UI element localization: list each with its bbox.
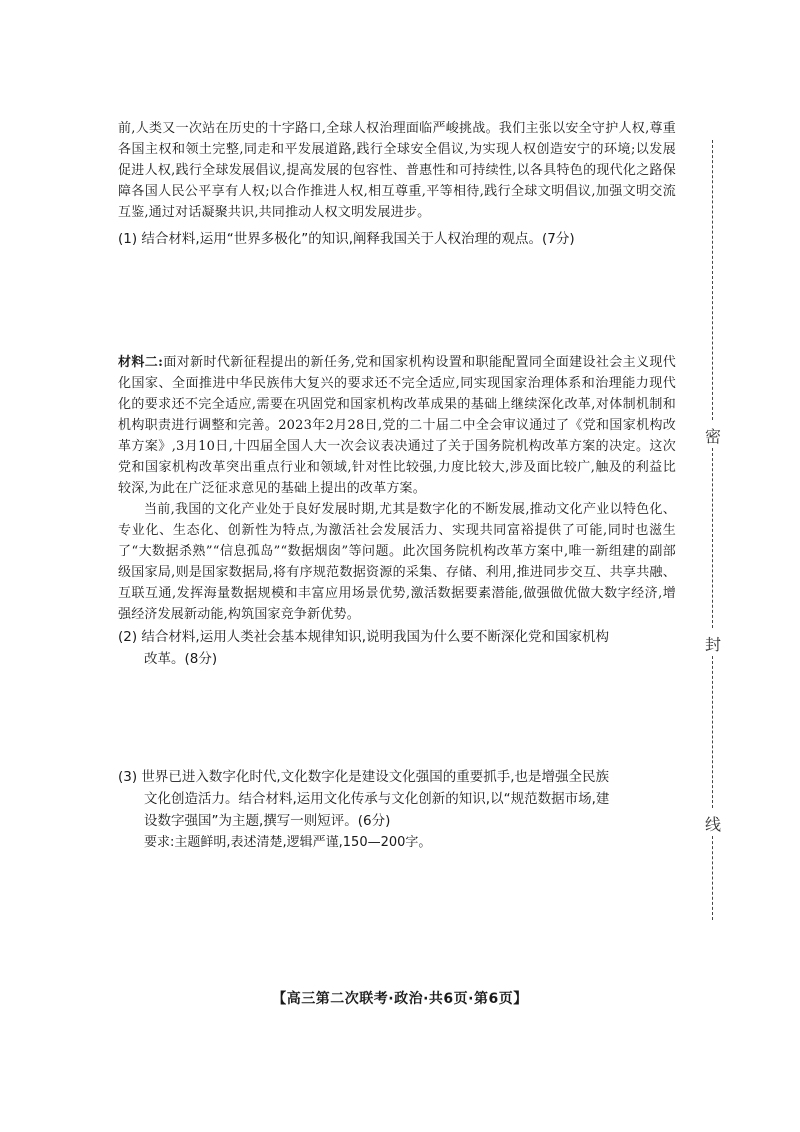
material-2-label: 材料二: [118,355,164,370]
question-3-line-1: (3) 世界已进入数字化时代,文化数字化是建设文化强国的重要抓手,也是增强全民族 [118,769,609,785]
binding-line-segment [712,140,713,420]
binding-line-segment [712,448,713,628]
material-2-paragraph-1-text: 面对新时代新征程提出的新任务,党和国家机构设置和职能配置同全面建设社会主义现代化国家、全面推进中华民族伟大复兴的要求还不完全适应,同实现国家治理体系和治理能力现代化的要求还不完全适应,需要在巩固党和国家机构改革成果的基础上继续深化改革,对体制机制和机构职责进行调整和完善。2023年2月28日,党的二十届二中全会审议通过了《党和国家机构改革方案》,3月10日,十四届全国人大一次会议表决通过了关于国务院机构改革方案的决定。这次党和国家机构改革突出重点行业和领域,针对性比较强,力度比较大,涉及面比较广,触及的利益比较深,为此在广泛征求意见的基础上提出的改革方案。 [118,355,676,496]
binding-char-xian: 线 [704,815,721,834]
intro-paragraph: 前,人类又一次站在历史的十字路口,全球人权治理面临严峻挑战。我们主张以安全守护人权,尊重各国主权和领土完整,同走和平发展道路,践行全球安全倡议,为实现人权创造安宁的环境;以发展促进人权,践行全球发展倡议,提高发展的包容性、普惠性和可持续性,以各具特色的现代化之路保障各国人民公平享有人权;以合作推进人权,相互尊重,平等相待,践行全球文明倡议,加强文明交流互鉴,通过对话凝聚共识,共同推动人权文明发展进步。 [118,121,676,220]
intro-block [118,118,676,223]
question-2-line-2: 改革。(8分) [144,651,218,667]
question-3-line-2: 文化创造活力。结合材料,运用文化传承与文化创新的知识,以“规范数据市场,建 [144,791,610,807]
question-3-line-3: 设数字强国”为主题,撰写一则短评。(6分) [144,813,391,829]
question-2-text [118,626,676,670]
question-3-text [118,766,676,832]
material-2-paragraph-1 [118,352,676,499]
question-1-text: (1) 结合材料,运用“世界多极化”的知识,阐释我国关于人权治理的观点。(7分) [118,231,575,247]
binding-char-feng: 封 [704,635,721,654]
material-2-paragraph-2: 当前,我国的文化产业处于良好发展时期,尤其是数字化的不断发展,推动文化产业以特色化、专业化、生态化、创新性为特点,为激活社会发展活力、实现共同富裕提供了可能,同时也滋生了“大数据杀熟”“信息孤岛”“数据烟囱”等问题。此次国务院机构改革方案中,唯一新组建的副部级国家局,则是国家数据局,将有序规范数据资源的采集、存储、利用,推进同步交互、共享共融、互联互通,发挥海量数据规模和丰富应用场景优势,激活数据要素潜能,做强做优做大数字经济,增强经济发展新动能,构筑国家竞争新优势。 [118,502,676,622]
question-2-line-1: (2) 结合材料,运用人类社会基本规律知识,说明我国为什么要不断深化党和国家机构 [118,629,609,645]
binding-line-segment [712,836,713,920]
question-1 [118,228,676,250]
page-footer: 【高三第二次联考·政治·共6页·第6页】 [272,991,528,1007]
question-3 [118,766,676,853]
binding-char-mi: 密 [704,427,721,446]
question-2 [118,626,676,670]
question-3-requirement: 要求:主题鲜明,表述清楚,逻辑严谨,150—200字。 [144,835,432,850]
binding-line-segment [712,656,713,808]
material-2-block [118,352,676,625]
